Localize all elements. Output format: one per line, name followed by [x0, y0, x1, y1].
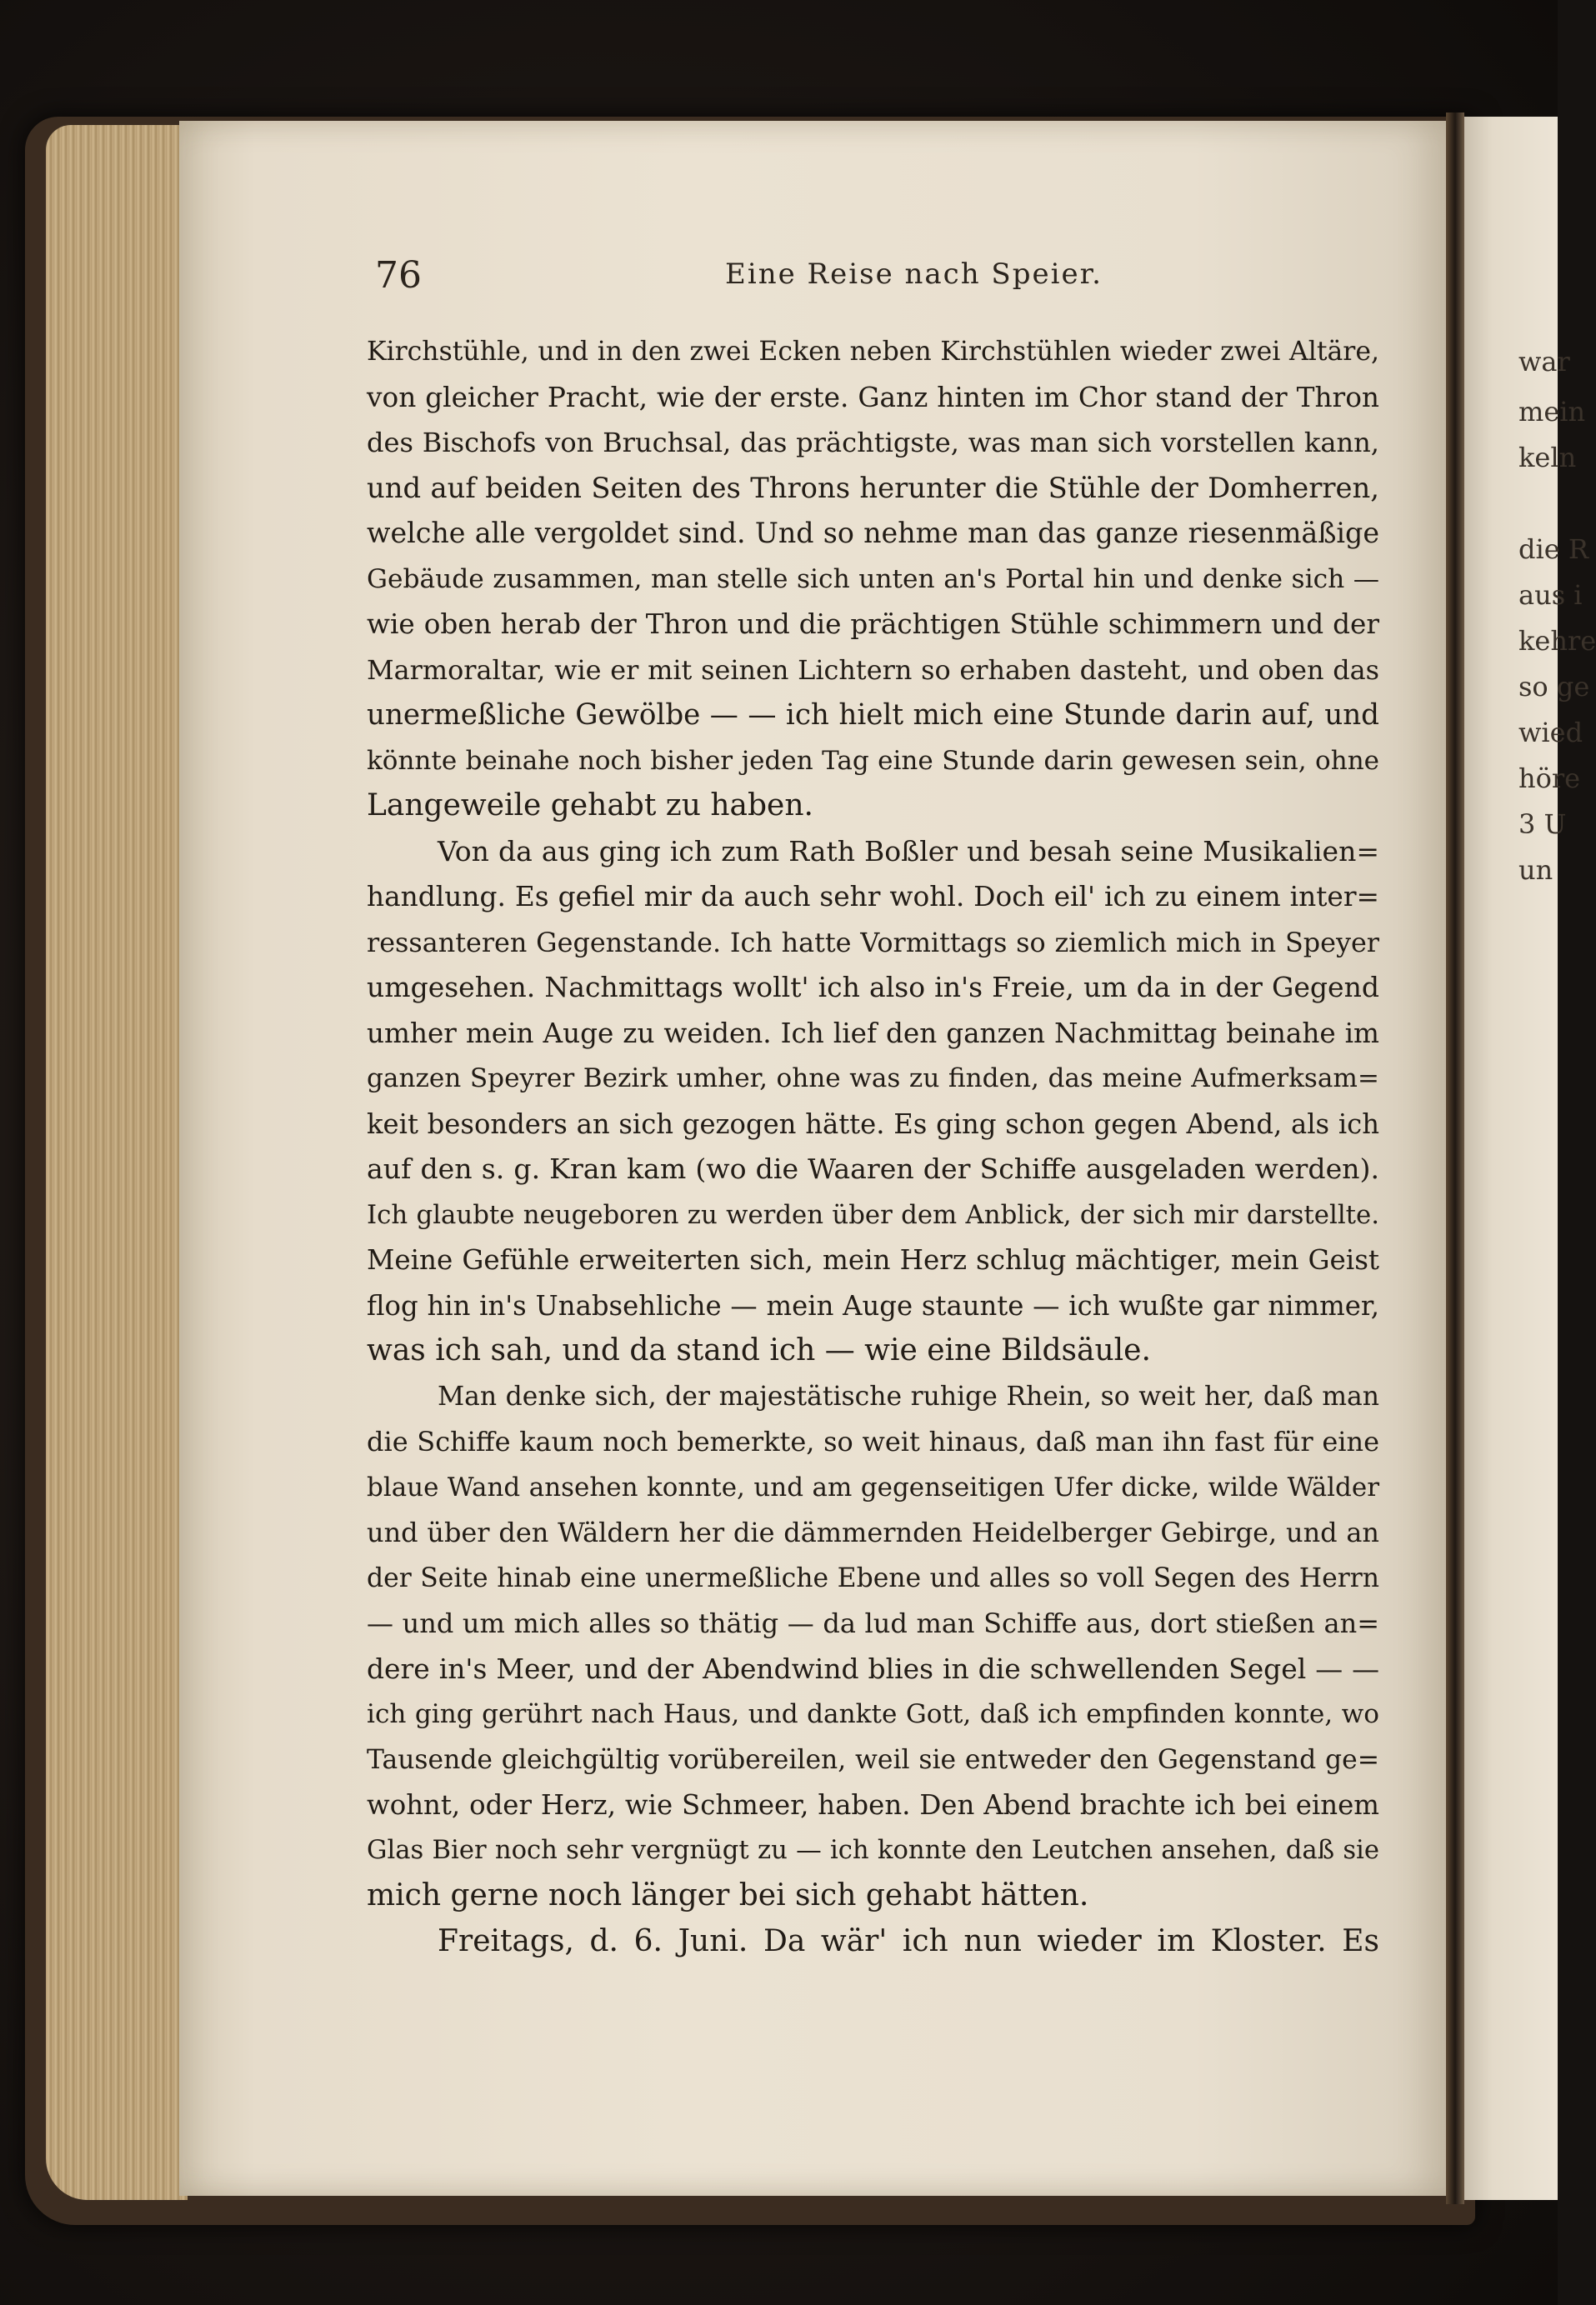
- text-line: was ich sah, und da stand ich — wie eine Bildsäule.: [367, 1333, 1151, 1368]
- text-line: Ich glaubte neugeboren zu werden über dem Anblick, der sich mir darstellte.: [367, 1199, 1379, 1230]
- text-line: die Schiffe kaum noch bemerkte, so weit hinaus, daß man ihn fast für eine: [367, 1426, 1379, 1458]
- facing-page-fragment: war: [1518, 346, 1570, 378]
- facing-page-fragment: kehre: [1518, 625, 1596, 657]
- text-line: wie oben herab der Thron und die prächtigen Stühle schimmern und der: [367, 608, 1379, 640]
- text-line: Glas Bier noch sehr vergnügt zu — ich konnte den Leutchen ansehen, daß sie: [367, 1835, 1379, 1865]
- text-line: ressanteren Gegenstande. Ich hatte Vormittags so ziemlich mich in Speyer: [367, 926, 1379, 958]
- text-line: Langeweile gehabt zu haben.: [367, 788, 813, 822]
- text-line: handlung. Es gefiel mir da auch sehr wohl. Doch eil' ich zu einem inter=: [367, 881, 1379, 912]
- facing-page-fragment: 3 U: [1518, 808, 1567, 840]
- text-line: welche alle vergoldet sind. Und so nehme man das ganze riesenmäßige: [367, 517, 1379, 549]
- text-line: des Bischofs von Bruchsal, das prächtigste, was man sich vorstellen kann,: [367, 427, 1379, 458]
- text-line: ich ging gerührt nach Haus, und dankte Gott, daß ich empfinden konnte, wo: [367, 1699, 1379, 1729]
- text-line: — und um mich alles so thätig — da lud man Schiffe aus, dort stießen an=: [367, 1608, 1379, 1639]
- page-header: [375, 254, 1375, 304]
- text-line: der Seite hinab eine unermeßliche Ebene und alles so voll Segen des Herrn: [367, 1562, 1379, 1593]
- facing-page-fragment: un: [1518, 854, 1553, 886]
- text-line: Gebäude zusammen, man stelle sich unten an's Portal hin und denke sich —: [367, 563, 1379, 594]
- body-text: [367, 329, 1379, 1964]
- text-line: und auf beiden Seiten des Throns herunter die Stühle der Domherren,: [367, 471, 1379, 504]
- text-line: Freitags, d. 6. Juni. Da wär' ich nun wieder im Kloster. Es: [438, 1923, 1379, 1958]
- running-head: Eine Reise nach Speier.: [725, 258, 1103, 291]
- text-line: Kirchstühle, und in den zwei Ecken neben Kirchstühlen wieder zwei Altäre,: [367, 337, 1379, 367]
- facing-page-fragment: aus i: [1518, 579, 1583, 611]
- page-number: 76: [375, 254, 422, 297]
- text-line: wohnt, oder Herz, wie Schmeer, haben. Den Abend brachte ich bei einem: [367, 1789, 1379, 1821]
- text-line: umgesehen. Nachmittags wollt' ich also in's Freie, um da in der Gegend: [367, 971, 1379, 1003]
- text-line: Man denke sich, der majestätische ruhige Rhein, so weit her, daß man: [438, 1381, 1379, 1412]
- text-line: Tausende gleichgültig vorübereilen, weil sie entweder den Gegenstand ge=: [367, 1744, 1379, 1775]
- text-line: könnte beinahe noch bisher jeden Tag eine Stunde darin gewesen sein, ohne: [367, 745, 1379, 776]
- text-line: flog hin in's Unabsehliche — mein Auge staunte — ich wußte gar nimmer,: [367, 1289, 1379, 1322]
- text-line: von gleicher Pracht, wie der erste. Ganz hinten im Chor stand der Thron: [367, 381, 1379, 413]
- facing-page-fragment: so ge: [1518, 671, 1590, 702]
- text-line: umher mein Auge zu weiden. Ich lief den ganzen Nachmittag beinahe im: [367, 1017, 1379, 1049]
- facing-page-fragment: mein: [1518, 396, 1586, 428]
- text-line: Marmoraltar, wie er mit seinen Lichtern so erhaben dasteht, und oben das: [367, 653, 1379, 686]
- text-line: auf den s. g. Kran kam (wo die Waaren der Schiffe ausgeladen werden).: [367, 1152, 1379, 1185]
- text-line: unermeßliche Gewölbe — — ich hielt mich eine Stunde darin auf, und: [367, 698, 1379, 732]
- facing-page-fragment: wied: [1518, 717, 1583, 748]
- text-line: und über den Wäldern her die dämmernden Heidelberger Gebirge, und an: [367, 1517, 1379, 1548]
- text-line: Von da aus ging ich zum Rath Boßler und besah seine Musikalien=: [438, 834, 1379, 868]
- page-edges: [46, 125, 188, 2200]
- facing-page-fragment: die R: [1518, 533, 1588, 565]
- facing-page: [1464, 117, 1596, 2200]
- text-line: ganzen Speyrer Bezirk umher, ohne was zu finden, das meine Aufmerksam=: [367, 1063, 1379, 1093]
- text-line: Meine Gefühle erweiterten sich, mein Herz schlug mächtiger, mein Geist: [367, 1244, 1379, 1276]
- book-gutter: [1446, 112, 1464, 2204]
- text-line: dere in's Meer, und der Abendwind blies in die schwellenden Segel — —: [367, 1652, 1379, 1685]
- facing-page-fragment: höre: [1518, 762, 1581, 794]
- text-line: blaue Wand ansehen konnte, und am gegenseitigen Ufer dicke, wilde Wälder: [367, 1472, 1379, 1502]
- text-line: keit besonders an sich gezogen hätte. Es ging schon gegen Abend, als ich: [367, 1108, 1379, 1140]
- facing-page-fragment: keln: [1518, 442, 1577, 473]
- text-line: mich gerne noch länger bei sich gehabt hätten.: [367, 1878, 1089, 1912]
